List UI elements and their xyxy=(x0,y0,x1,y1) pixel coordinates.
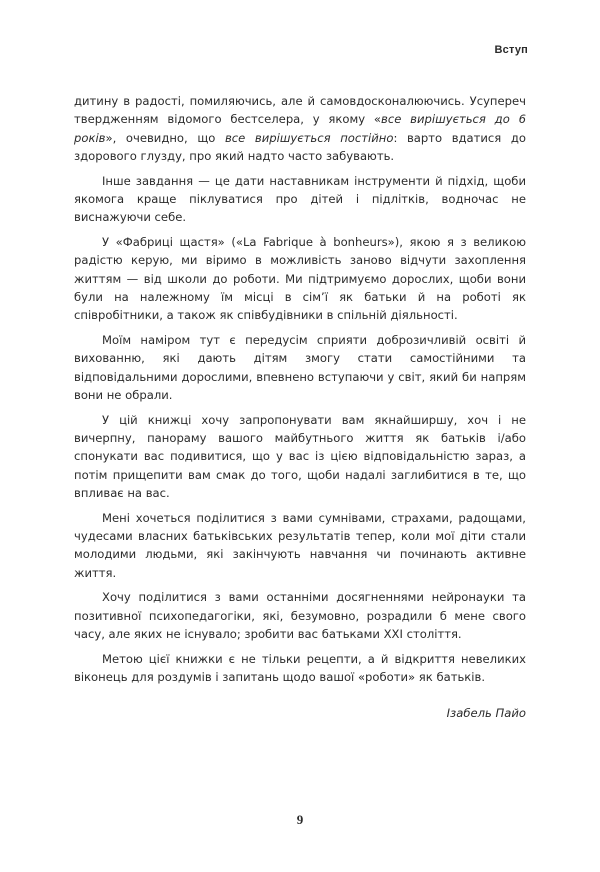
author-signature: Ізабель Пайо xyxy=(446,706,526,721)
text-run: : варто вдатися до здорового глузду, про який надто часто забувають. xyxy=(74,130,526,163)
paragraph xyxy=(74,411,526,502)
text-run: Метою цієї книжки є не тільки рецепти, а й відкриття невеликих віконець для роздумів і запитань щодо вашої «роботи» як батьків. xyxy=(74,651,526,685)
text-run: У цій книжці хочу запропонувати вам якнайширшу, хоч і не вичерпну, панораму вашого майбутнього життя як батьків і/або спонукати вас подивитися, що у вас із цією відповідальністю зараз, а потім прищепити вам смак до того, щоби надалі заглибитися в те, що впливає на вас. xyxy=(74,412,526,500)
paragraph xyxy=(74,588,526,643)
italic-phrase: все вирішується до 6 років xyxy=(74,112,526,145)
text-run: У «Фабриці щастя» («La Fabrique à bonheurs»), якою я з великою радістю керую, ми віримо в можливість заново відчути захоплення життям — від школи до роботи. Ми підтримуємо дорослих, щоби вони були на належному їм місці в сім’ї як батьки й на роботі як співробітники, а також як співбудівники в спільній діяльності. xyxy=(74,235,526,323)
text-run: дитину в радості, помиляючись, але й самовдосконалюючись. Усупереч твердженням відомого бестселера, у якому « xyxy=(74,94,526,127)
text-run: Моїм наміром тут є передусім сприяти доброзичливій освіті й вихованню, які дають дітям змогу стати самостійними та відповідальними дорослими, впевнено вступаючи у світ, який би напрям вони не обрали. xyxy=(74,333,526,402)
body-text xyxy=(74,92,526,723)
paragraph xyxy=(74,650,526,687)
page-number: 9 xyxy=(296,812,304,827)
text-run: », очевидно, що xyxy=(105,130,225,145)
text-run: Інше завдання — це дати наставникам інструменти й підхід, щоби якомога краще піклуватися про дітей і підлітків, водночас не виснажуючи себе. xyxy=(74,173,526,225)
italic-phrase: все вирішується постійно xyxy=(224,130,394,145)
paragraph xyxy=(74,233,526,324)
running-head: Вступ xyxy=(494,44,528,56)
paragraph xyxy=(74,331,526,404)
paragraph xyxy=(74,92,526,165)
paragraph-list xyxy=(74,92,526,686)
paragraph xyxy=(74,172,526,227)
paragraph xyxy=(74,509,526,582)
text-run: Хочу поділитися з вами останніми досягненнями нейронауки та позитивної психопедагогіки, які, безумовно, розрадили б мене свого часу, але яких не існувало; зробити вас батьками XXI століття. xyxy=(74,590,526,642)
text-run: Мені хочеться поділитися з вами сумнівами, страхами, радощами, чудесами власних батьківських результатів тепер, коли мої діти стали молодими людьми, які закінчують навчання чи починають активне життя. xyxy=(74,510,526,580)
